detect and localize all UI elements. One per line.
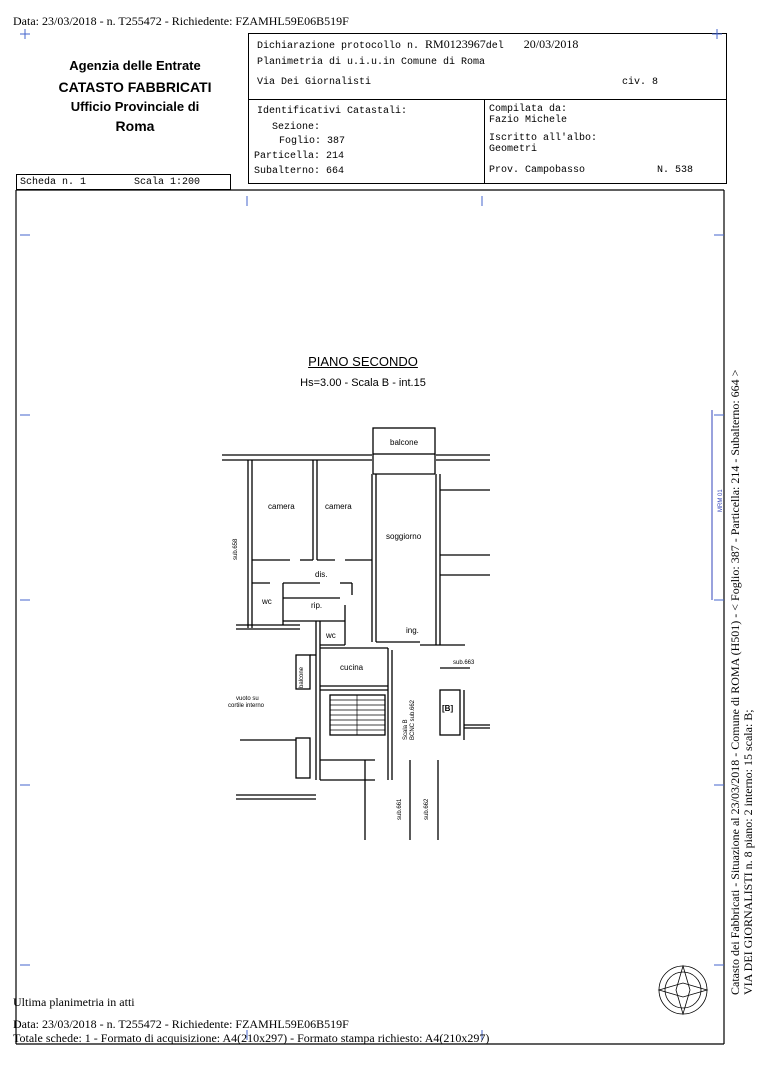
room-balcone-left: balcone <box>299 666 305 688</box>
dichiarazione-label: Dichiarazione protocollo n. <box>257 41 420 52</box>
scala-value: Scala 1:200 <box>134 177 201 188</box>
provincia: Prov. Campobasso <box>489 165 586 176</box>
side-situazione-line: Catasto dei Fabbricati - Situazione al 23/03/2018 - Comune di ROMA (H501) - < Foglio: 387 - Particella: 214 - Subalterno: 664 > <box>728 369 742 995</box>
via-line: Via Dei Giornalisti <box>257 77 372 88</box>
ultima-planimetria: Ultima planimetria in atti <box>13 995 135 1009</box>
compilatore-name: Fazio Michele <box>489 115 568 126</box>
subalterno: Subalterno: 664 <box>254 166 345 177</box>
civico: civ. 8 <box>622 77 659 88</box>
side-address-line: VIA DEI GIORNALISTI n. 8 piano: 2 interno: 15 scala: B; <box>741 709 755 995</box>
room-ingresso: ing. <box>406 626 419 635</box>
room-rip: rip. <box>311 601 323 610</box>
footer-totale-line: Totale schede: 1 - Formato di acquisizione: A4(210x297) - Formato stampa richiesto: A4(210x297) <box>13 1031 490 1045</box>
label-vuoto-1: vuoto su <box>236 696 259 702</box>
room-wc-1: wc <box>262 597 272 606</box>
sezione: Sezione: <box>272 122 321 133</box>
plan-title: PIANO SECONDO <box>308 354 418 369</box>
footer-request-line: Data: 23/03/2018 - n. T255472 - Richiedente: FZAMHL59E06B519F <box>13 1017 349 1031</box>
room-cucina: cucina <box>340 663 364 672</box>
particella: Particella: 214 <box>254 151 345 162</box>
label-sub-662: sub.662 <box>424 798 430 820</box>
plan-subtitle: Hs=3.00 - Scala B - int.15 <box>300 377 426 389</box>
compilata-label: Compilata da: <box>489 104 568 115</box>
label-sub-661: sub.661 <box>397 798 403 820</box>
albo-name: Geometri <box>489 144 538 155</box>
stamp-mrm: MRM 01 <box>718 489 724 512</box>
north-arrow-icon <box>659 966 707 1014</box>
dichiarazione-date: 20/03/2018 <box>523 37 579 51</box>
room-balcone-top: balcone <box>390 438 419 447</box>
room-dis: dis. <box>315 570 328 579</box>
room-camera-1: camera <box>268 502 295 511</box>
label-bcnc-sub-662: BCNC sub.662 <box>410 699 416 740</box>
label-sub-658: sub.658 <box>233 538 239 560</box>
agency-name: Agenzia delle Entrate <box>69 58 201 73</box>
identificativi-label: Identificativi Catastali: <box>257 106 408 117</box>
label-scala-b: Scala B <box>403 719 409 740</box>
iscritto-label: Iscritto all'albo: <box>489 133 598 144</box>
foglio: Foglio: 387 <box>279 136 346 147</box>
label-b-box: [B] <box>442 704 454 713</box>
agency-catasto: CATASTO FABBRICATI <box>58 79 212 95</box>
numero-iscrizione: N. 538 <box>657 165 694 176</box>
planimetria-line: Planimetria di u.i.u.in Comune di Roma <box>257 57 486 68</box>
protocollo-number: RM0123967 <box>425 37 486 51</box>
top-request-line: Data: 23/03/2018 - n. T255472 - Richiedente: FZAMHL59E06B519F <box>13 14 349 28</box>
room-wc-2: wc <box>326 631 336 640</box>
label-vuoto-2: cortile interno <box>228 703 265 709</box>
room-soggiorno: soggiorno <box>386 532 422 541</box>
agency-office: Ufficio Provinciale di <box>70 99 200 114</box>
room-camera-2: camera <box>325 502 352 511</box>
label-sub-663: sub.663 <box>453 660 475 666</box>
scheda-number: Scheda n. 1 <box>20 177 87 188</box>
del-label: del <box>485 41 504 52</box>
agency-city: Roma <box>115 118 155 134</box>
